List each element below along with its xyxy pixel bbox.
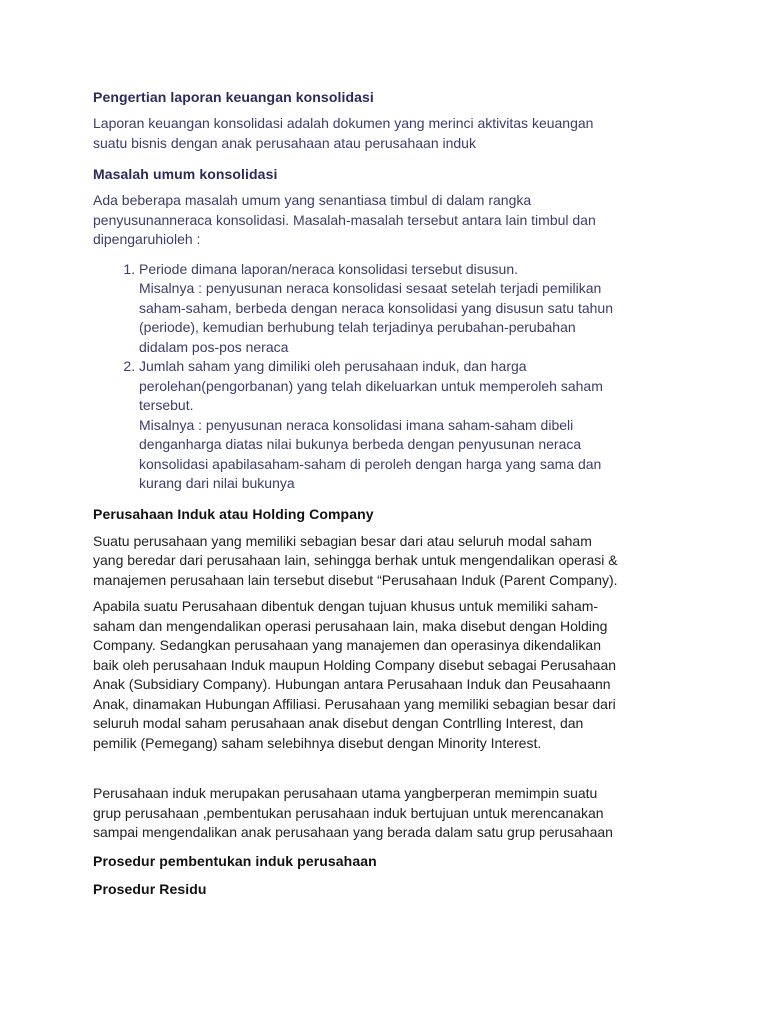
heading-pengertian: Pengertian laporan keuangan konsolidasi (93, 89, 374, 105)
masalah-list (93, 260, 693, 494)
paragraph-pengertian: Laporan keuangan konsolidasi adalah dokumen yang merinci aktivitas keuangan suatu bisnis dengan anak perusahaan atau perusahaan induk (93, 115, 594, 151)
list-item-title: 1. Periode dimana laporan/neraca konsolidasi tersebut disusun. (139, 260, 519, 277)
heading-prosedur-pembentukan: Prosedur pembentukan induk perusahaan (93, 852, 377, 869)
paragraph-perusahaan-induk-peran: Perusahaan induk merupakan perusahaan utama yangberperan memimpin suatu grup perusahaan ,pembentukan perusahaan induk bertujuan untuk merencanakan sampai mengendalikan anak perusahaan yang berada dalam satu grup perusahaan (93, 785, 613, 840)
list-item (139, 357, 693, 494)
paragraph-masalah-umum: Ada beberapa masalah umum yang senantiasa timbul di dalam rangka penyusunanneraca konsolidasi. Masalah-masalah tersebut antara lain timbul dan dipengaruhioleh : (93, 192, 596, 247)
list-item-example: Misalnya : penyusunan neraca konsolidasi imana saham-saham dibeli denganharga diatas nilai bukunya berbeda dengan penyusunan neraca konsolidasi apabilasaham-saham di peroleh dengan harga yang sama dan kurang dari nilai bukunya (139, 416, 602, 491)
heading-prosedur-residu: Prosedur Residu (93, 880, 207, 897)
list-item (139, 260, 693, 358)
paragraph-holding-company: Apabila suatu Perusahaan dibentuk dengan tujuan khusus untuk memiliki saham- saham dan mengendalikan operasi perusahaan lain, maka disebut dengan Holding Company. Sedangkan perusahaan yang manajemen dan operasinya dikendalikan baik oleh perusahaan Induk maupun Holding Company disebut sebagai Perusahaan Anak (Subsidiary Company). Hubungan antara Perusahaan Induk dan Peusahaann Anak, dinamakan Hubungan Affiliasi. Perusahaan yang memiliki sebagian besar dari seluruh modal saham perusahaan anak disebut dengan Contrlling Interest, dan pemilik (Pemegang) saham selebihnya disebut dengan Minority Interest. (93, 598, 617, 751)
list-item-example: Misalnya : penyusunan neraca konsolidasi sesaat setelah terjadi pemilikan saham-saham, berbeda dengan neraca konsolidasi yang disusun satu tahun (periode), kemudian berhubung telah terjadinya perubahan-perubahan didalam pos-pos neraca (139, 280, 613, 355)
heading-perusahaan-induk: Perusahaan Induk atau Holding Company (93, 505, 374, 522)
document-page (93, 88, 693, 899)
paragraph-perusahaan-induk-definisi: Suatu perusahaan yang memiliki sebagian besar dari atau seluruh modal saham yang beredar dari perusahaan lain, sehingga berhak untuk mengendalikan operasi & manajemen perusahaan lain tersebut disebut “Perusahaan Induk (Parent Company). (93, 532, 618, 588)
list-item-title: 2. Jumlah saham yang dimiliki oleh perusahaan induk, dan harga perolehan(pengorbanan) yang telah dikeluarkan untuk memperoleh saham tersebut. (139, 358, 603, 413)
heading-masalah-umum: Masalah umum konsolidasi (93, 166, 278, 182)
